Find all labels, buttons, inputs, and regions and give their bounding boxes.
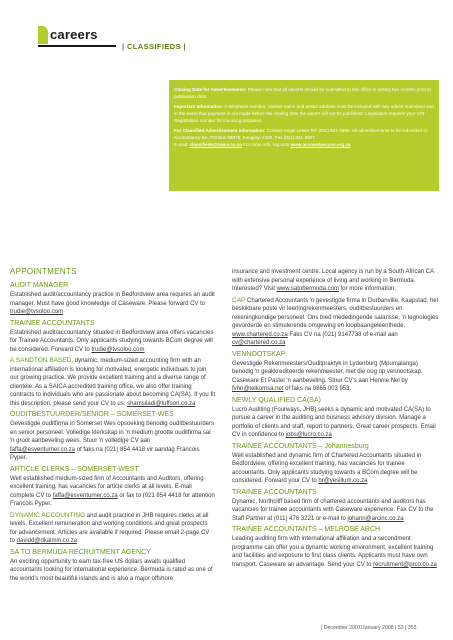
notice-box [169, 80, 439, 191]
ad-text: Lucro Auditing (Fourways, JHB) seeks a dynamic and motivated CA(SA) to pursue a career in the auditing and business advisory division. Manage a portfolio of clients and staff, report to partners. Great career prospects. Email CV in confidence to [232, 406, 436, 438]
ad-title: OUDITBESTUURDER/SENIOR – SOMERSET-WES [10, 411, 174, 418]
classifieds-email-link[interactable]: classifieds@saica.co.za [189, 142, 242, 147]
ad-text: and audit practice in JHB requires clerks at all levels. Excellent remuneration and working conditions and great prospects for advancement. Articles are available if required. Please email 2-page CV to [10, 512, 210, 544]
ad-body [10, 475, 216, 509]
ad-text: or fax to (021 854 4418 for attention Francois Pyper. [10, 492, 215, 507]
page-footer: | December 2007/January 2008 | 53 | 353 [321, 625, 417, 631]
ad-body [10, 291, 216, 317]
ad-email-link[interactable]: cv@chartered.co.za [232, 340, 286, 346]
ad-email-link[interactable]: fvhn@telkomsa.net [232, 386, 284, 392]
ad-body [10, 420, 216, 463]
ad-body [10, 329, 216, 355]
ad-body [232, 360, 440, 394]
ad-email-link[interactable]: shamsiladi@tuffson.co.za [127, 400, 196, 407]
ad-title: VENNOOTSKAP [232, 350, 286, 358]
ad-lead: A SANDTON BASED, [10, 357, 74, 364]
notice-label: For Classified Advertisement information: [174, 128, 266, 133]
ad-email-link[interactable]: hr@yesillum.co.za [318, 478, 368, 484]
ad-text: Established audit/accountancy situated in Bedfordview area offers vacancies for Trainee Accountants. Only applicants studying towards BCom degree will be considered. Forward CV to [10, 329, 214, 353]
notice-important [174, 103, 434, 124]
ad-text: for more information. [338, 286, 396, 292]
ad-body [232, 297, 440, 348]
ad-body [232, 452, 440, 486]
ad-title: TRAINEE ACCOUNTANTS [232, 488, 317, 496]
notice-text: Contact Angel Lessa Tel: (011) 621-6686. All advertisements to be submitted to: Accountancy SA, PO Box 59875, Kengray, 2100, Fax (011) 621-6807 [174, 128, 429, 140]
ad-body [232, 268, 440, 294]
email-prefix: E-mail: [174, 142, 190, 147]
ad-body [10, 357, 216, 408]
ad-lead: CAP [232, 296, 246, 304]
ad-email-link[interactable]: faffa@esventurner.co.za [52, 492, 118, 499]
ad-text: of faks na (021) 854 4418 vir aandag Francois Pyper. [10, 446, 200, 461]
ad-text: of faks na 0865 003 953. [283, 386, 352, 392]
ad-lead: DYNAMIC ACCOUNTING [10, 511, 86, 519]
ad-text: Leading auditing firm with international affiliation and a secondment programme can offer you a dynamic working environment, excellent training and facilities and exposure to first class clients. Applicants must have own transport. Caseware an advantage. Send your CV to [232, 536, 434, 568]
notice-text: For more info, log onto [241, 142, 291, 147]
ad-body [232, 406, 440, 440]
ad-text: Dynamic, Northcliff based firm of chartered accountants and auditors has vacancies for trainee accountants with Caseware experience. Fax CV to the Staff Partner at (011) 476 3221 or e-mail to [232, 498, 434, 522]
ad-body [10, 558, 216, 584]
brand-mark [38, 26, 48, 44]
ad-web-link[interactable]: www.satobermuda.com [276, 286, 339, 292]
ad-text: Well established medium-sized firm of Accountants and Auditors, offering excellent training, has vacancies for article clerks at all levels. E-mail complete CV to [10, 475, 204, 499]
ad-body [232, 535, 440, 569]
ad-text: Gevestigde Rekenmeesters/Ouditpraktyk in Lydenburg (Mpumalanga) benodig 'n geakkrediteerde rekenmeester, met die oog op vennootskap. Caseware Et Pastel 'n aanbeveling. Stuur CV's aan Hennie Nel by [232, 360, 423, 384]
ad-text: Chartered Accountants 'n gevestigde firma in Durbanville, Kaapstad, het beskikbare poste vir leerlingrekenmeesters, ouditbestuurders en rekeningkundige personeel. Ons bied mededingende salarisse, 'n tegnologies gevorderde en stimulerende omgewing en loopbaangeleenthede. [232, 297, 439, 329]
ad-title: AUDIT MANAGER [10, 282, 69, 289]
ad-email-link[interactable]: jobs@lucro.co.za [285, 432, 332, 438]
ad-title: TRAINEE ACCOUNTANTS – MELROSE ARCH [232, 526, 381, 533]
page-header [0, 0, 453, 55]
ad-text: Well established and dynamic firm of Chartered Accountants situated in Bedfordview, offering excellent training, has vacancies for trainee accountants. Only applicants studying towards a BCom degree will be considered. Forward your CV to [232, 452, 422, 484]
notice-closing-date [174, 86, 434, 100]
notice-label: Important Information: [174, 104, 224, 109]
ad-title: TRAINEE ACCOUNTANTS [10, 319, 95, 327]
ad-web-link[interactable]: www.chartered.co.za [232, 331, 288, 338]
left-column [10, 268, 216, 585]
ad-text: Established audit/accountancy practice in Bedfordview area requires an audit manager. Must have good knowledge of Caseware. Please forward CV to [10, 292, 215, 307]
ad-title: NEWLY QUALIFIED CA(SA) [232, 396, 321, 404]
ad-title: TRAINEE ACCOUNTANTS – Johannesburg [232, 442, 369, 450]
ad-email-link[interactable]: davidd@dkalmin.co.za [16, 538, 78, 544]
right-column [232, 268, 440, 571]
ad-email-link[interactable]: johann@arcinc.co.za [347, 515, 404, 522]
website-link[interactable]: www.accountancysa.org.za [290, 142, 351, 147]
notice-text: A telephone number, contact name and postal address must be included with any advert submitted and in the event that payment is not made before the closing date the advert will not be published. Legislation requires your VAT Registration number for invoicing purposes. [174, 104, 434, 123]
ad-text: Gevestigde ouditfirma in Somerset Wes opsoeking benodig ouditbestuurders en senior personeel. Volledige klerkskap in 'n medium grootte ouditfirma sal 'n groot aanbeveling wees. Stuur 'n volledige CV aan [10, 421, 215, 444]
ad-email-link[interactable]: trudie@tvsoloo.com [91, 346, 145, 353]
section-label: | CLASSIFIEDS | [122, 42, 186, 51]
ad-title: SA TO BERMUDA RECRUITMENT AGENCY [10, 548, 151, 556]
ad-email-link[interactable]: trudie@tvsoloo.com [10, 309, 64, 315]
ad-email-link[interactable]: faffa@esventurner.co.za [10, 446, 76, 453]
ad-body [232, 498, 440, 524]
ad-text: dynamic, medium-sized accounting firm with an international affiliation is looking for motivated, energetic individuals to join our growing practice. We provide excellent training and a diverse range of clientele. As a SAICA accredited training office, we also offer training contracts to individuals who are passionate about becoming CA(SA). If you fit this description, please send your CV to us: [10, 358, 216, 407]
ad-text: insurance and investment centre. Local agency is run by a South African CA with extensive personal experience of living and working in Bermuda. Interested? Visit [232, 269, 434, 292]
notice-text: Please note that all adverts should be submitted to this office in writing two months prior to publication date. [174, 87, 432, 99]
ad-body [10, 512, 216, 546]
ad-email-link[interactable]: recruitment@prco.co.za [373, 561, 437, 568]
notice-contact [174, 127, 434, 148]
ad-text: Faks CV na (021) 9147738 of e-mail aan [287, 331, 398, 338]
appointments-heading: APPOINTMENTS [10, 267, 77, 276]
ad-text: An exciting opportunity to earn tax-free US dollars awaits qualified accountants looking for international experience. Bermuda is rated as one of the world's most beautiful islands and is also a major offshore [10, 558, 213, 582]
brand-underline [38, 45, 116, 47]
ad-title: ARTICLE CLERKS – SOMERSET-WEST [10, 465, 139, 473]
brand-name: careers [50, 27, 98, 42]
notice-label: Closing Date for Advertisements: [174, 87, 247, 92]
